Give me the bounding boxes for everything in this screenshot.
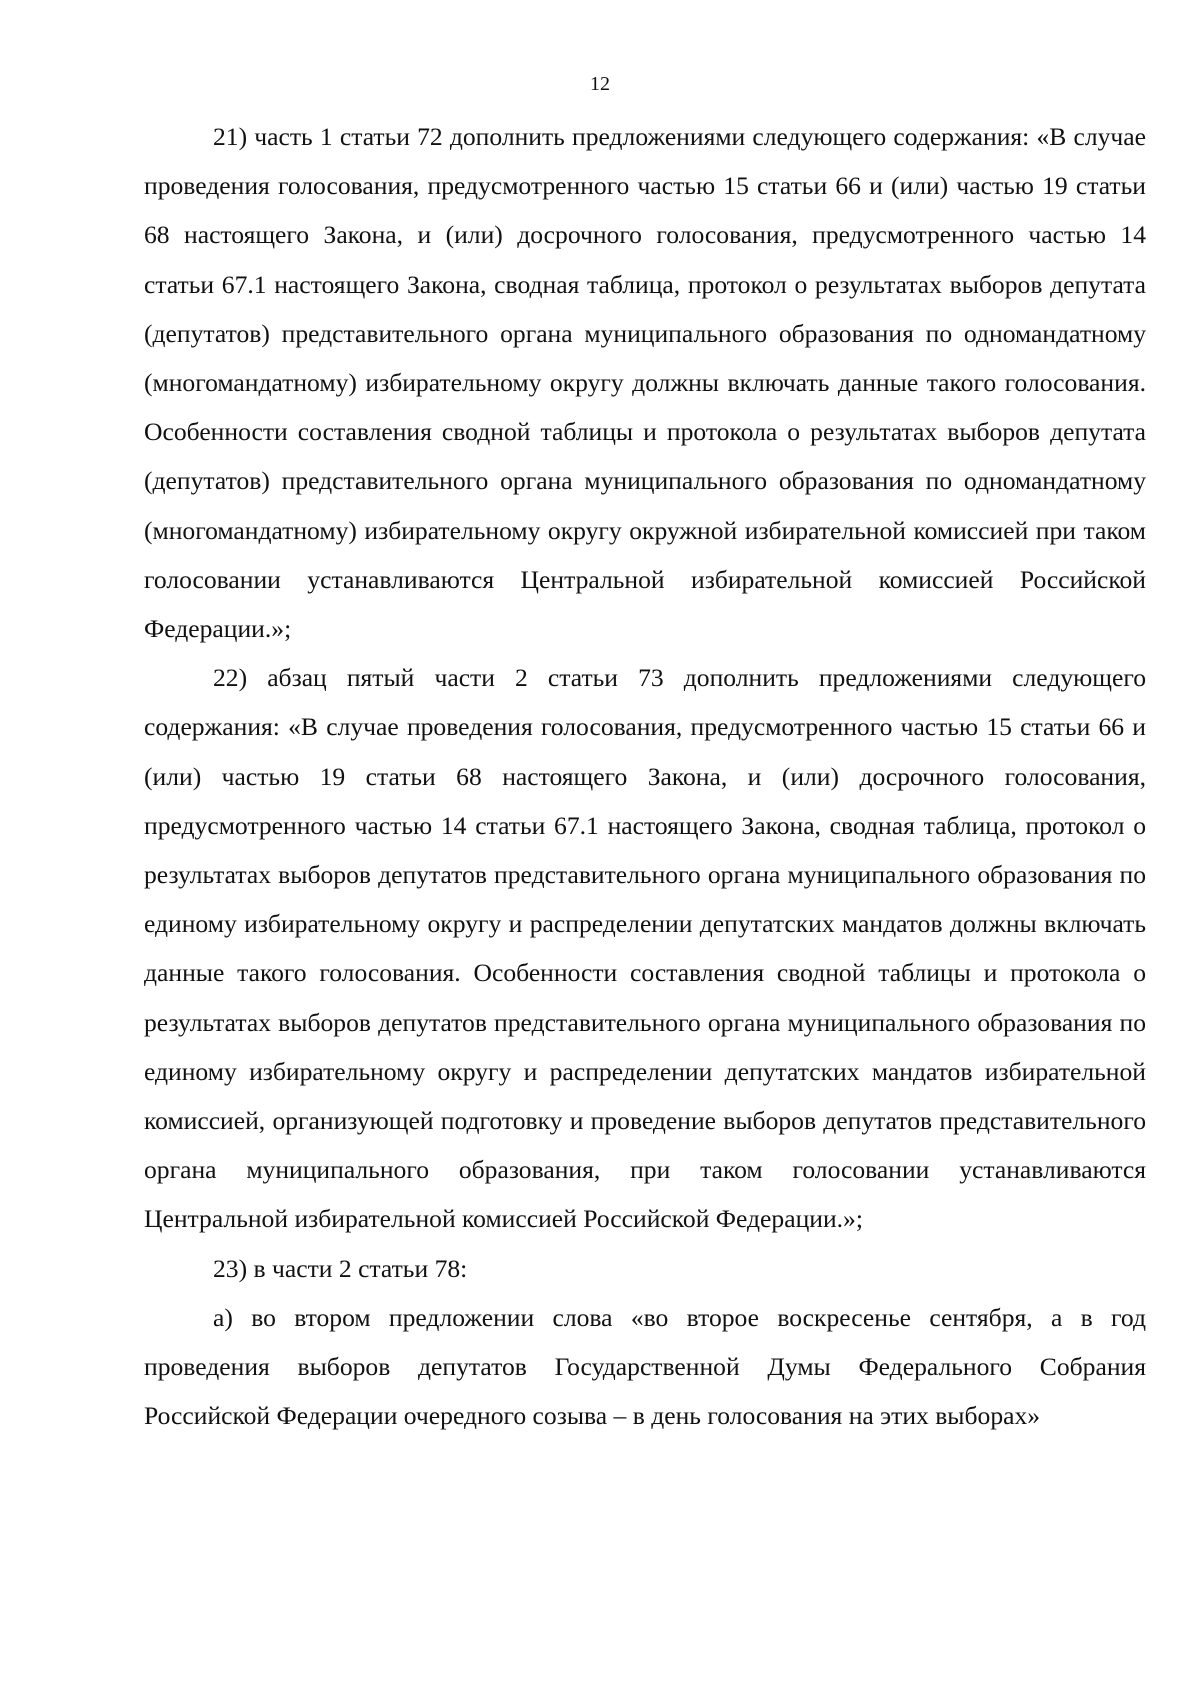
paragraph-item-21: 21) часть 1 статьи 72 дополнить предложениями следующего содержания: «В случае проведения голосования, предусмотренного частью 15 статьи 66 и (или) частью 19 статьи 68 настоящего Закона, и (или) досрочного голосования, предусмотренного частью 14 статьи 67.1 настоящего Закона, сводная таблица, протокол о результатах выборов депутата (депутатов) представительного органа муниципального образования по одномандатному (многомандатному) избирательному округу должны включать данные такого голосования. Особенности составления сводной таблицы и протокола о результатах выборов депутата (депутатов) представительного органа муниципального образования по одномандатному (многомандатному) избирательному округу окружной избирательной комиссией при таком голосовании устанавливаются Центральной избирательной комиссией Российской Федерации.»; [144, 122, 1146, 644]
paragraph-subitem-a: а) во втором предложении слова «во второе воскресенье сентября, а в год проведения выборов депутатов Государственной Думы Федерального Собрания Российской Федерации очередного созыва – в день голосования на этих выборах» [144, 1302, 1146, 1431]
paragraph-item-23: 23) в части 2 статьи 78: [213, 1253, 468, 1283]
document-body [144, 112, 1146, 1440]
page-number: 12 [590, 73, 610, 95]
paragraph-item-22: 22) абзац пятый части 2 статьи 73 дополнить предложениями следующего содержания: «В случае проведения голосования, предусмотренного частью 15 статьи 66 и (или) частью 19 статьи 68 настоящего Закона, и (или) досрочного голосования, предусмотренного частью 14 статьи 67.1 настоящего Закона, сводная таблица, протокол о результатах выборов депутатов представительного органа муниципального образования по единому избирательному округу и распределении депутатских мандатов должны включать данные такого голосования. Особенности составления сводной таблицы и протокола о результатах выборов депутатов представительного органа муниципального образования по единому избирательному округу и распределении депутатских мандатов избирательной комиссией, организующей подготовку и проведение выборов депутатов представительного органа муниципального образования, при таком голосовании устанавливаются Центральной избирательной комиссией Российской Федерации.»; [144, 663, 1146, 1234]
